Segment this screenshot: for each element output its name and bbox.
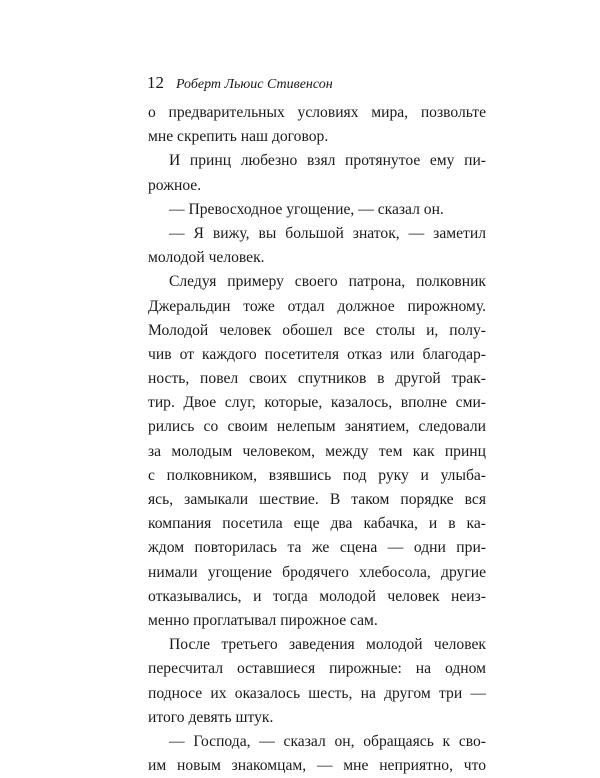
page-number: 12 (147, 73, 164, 92)
text-line: с полковником, взявшись под руку и улыба- (148, 466, 486, 484)
text-line: подносе их оказалось шесть, на другом три — (148, 684, 486, 702)
body-text (148, 101, 486, 778)
text-line: о предварительных условиях мира, позвольте (148, 104, 486, 121)
text-line: — Господа, — сказал он, обращаясь к сво- (169, 732, 486, 750)
text-line: за молодым человеком, между тем как принц (148, 442, 486, 460)
text-line: компания посетила еще два кабачка, и в ка- (148, 515, 486, 533)
text-line: ясь, замыкали шествие. В таком порядке вся (148, 491, 486, 508)
text-line: Джеральдин тоже отдал должное пирожному. (148, 297, 486, 315)
text-line: чив от каждого посетителя отказ или благодар- (148, 345, 486, 363)
text-line: пересчитал оставшиеся пирожные: на одном (148, 660, 486, 678)
text-line: рожное. (148, 176, 202, 194)
text-line: мне скрепить наш договор. (148, 128, 329, 146)
text-line: — Я вижу, вы большой знаток, — заметил (169, 224, 486, 242)
text-line: молодой человек. (148, 249, 265, 267)
text-line: итого девять штук. (148, 708, 274, 726)
text-line: отказывались, и тогда молодой человек неиз- (148, 587, 486, 605)
text-line: ность, повел своих спутников в другой трак- (148, 370, 486, 388)
running-head (147, 73, 333, 93)
text-line: им новым знакомцам, — мне неприятно, что (148, 757, 486, 775)
book-author: Роберт Льюис Стивенсон (176, 77, 333, 92)
text-line: нимали угощение бродячего хлебосола, другие (148, 563, 486, 581)
text-line: После третьего заведения молодой человек (169, 636, 486, 654)
text-line: менно проглатывал пирожное сам. (148, 611, 378, 629)
text-line: Молодой человек обошел все столы и, полу- (148, 321, 486, 339)
text-line: ждом повторилась та же сцена — одни при- (148, 539, 486, 557)
text-line: И принц любезно взял протянутое ему пи- (169, 152, 486, 170)
text-line: — Превосходное угощение, — сказал он. (169, 200, 444, 218)
text-line: тир. Двое слуг, которые, казалось, вполне сми- (148, 394, 486, 412)
text-line: рились со своим нелепым занятием, следовали (148, 418, 486, 436)
text-line: Следуя примеру своего патрона, полковник (169, 273, 486, 291)
